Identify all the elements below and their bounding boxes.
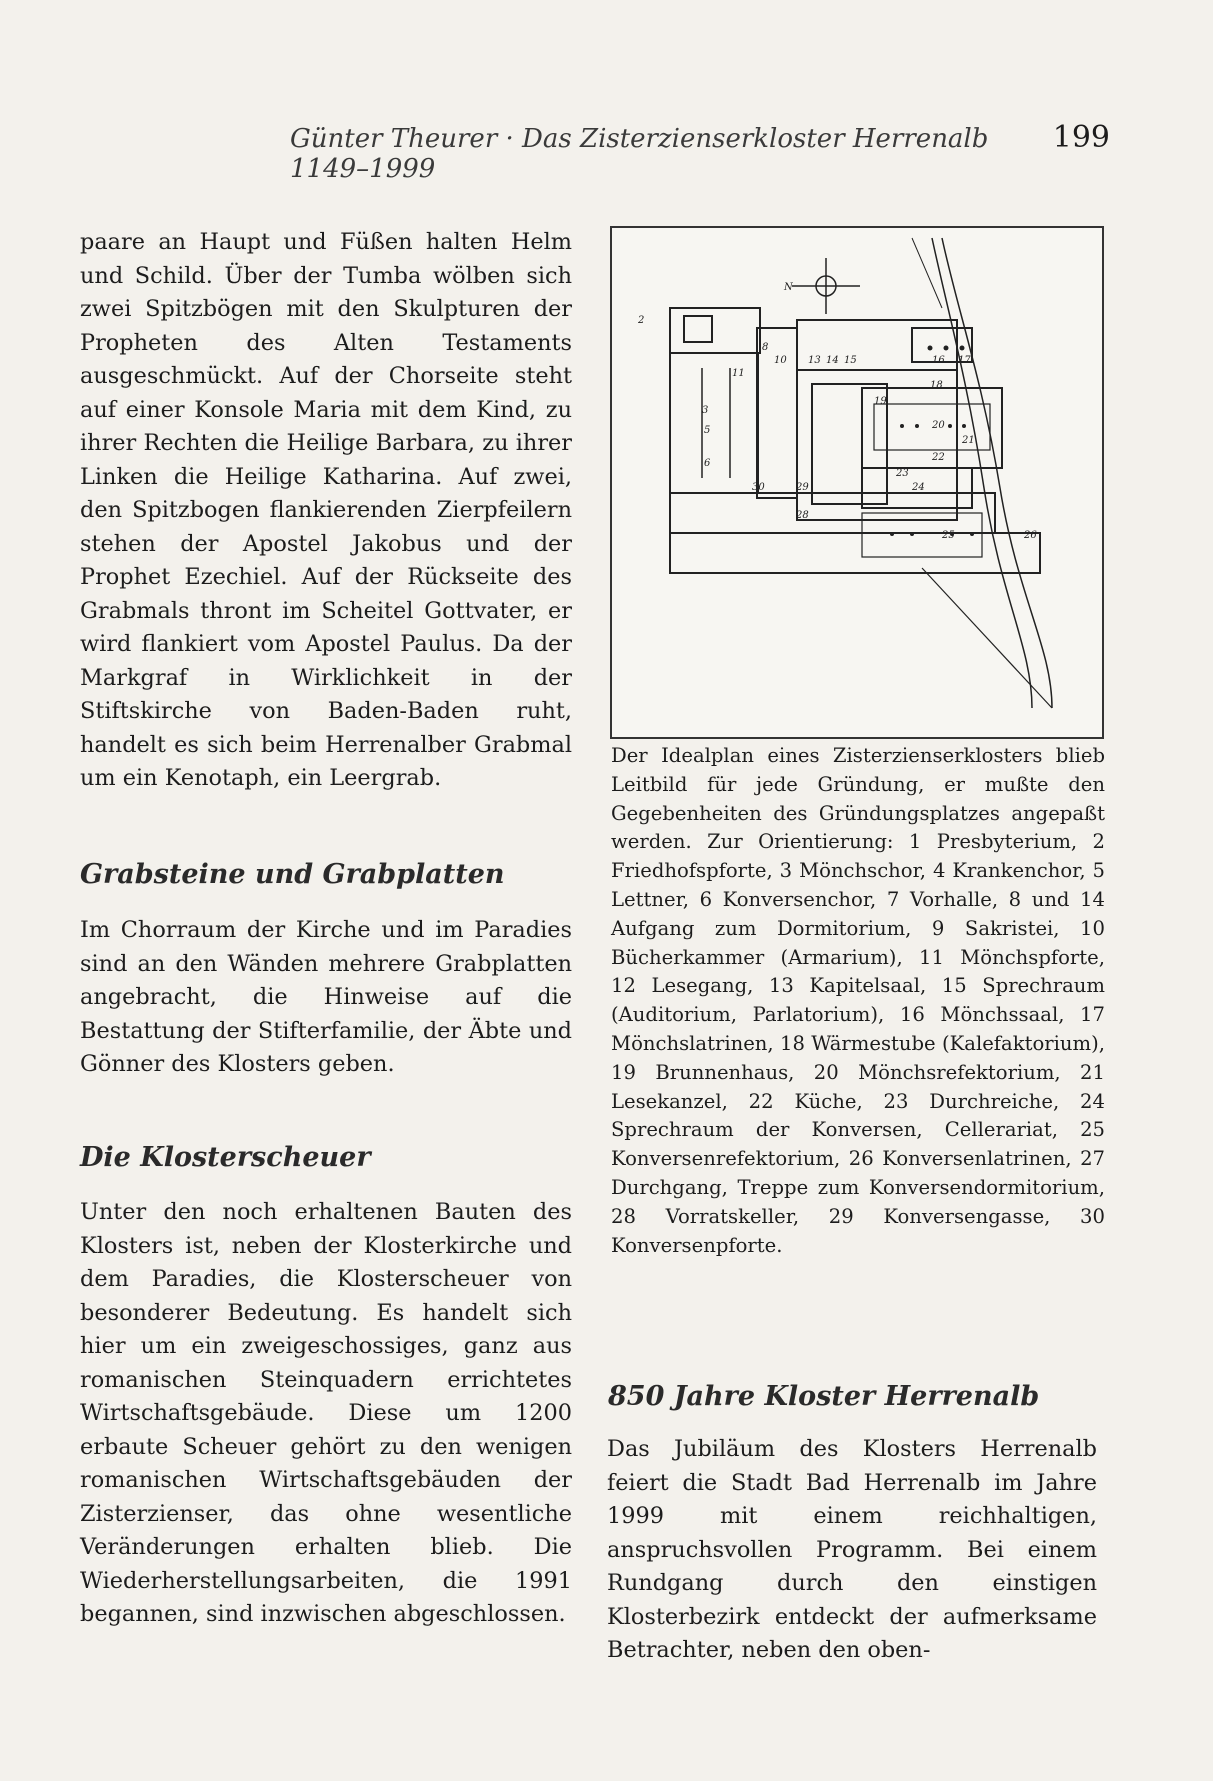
stream-line: [932, 238, 1032, 708]
plan-number: 11: [732, 368, 745, 379]
plan-number: 21: [962, 435, 975, 446]
plan-number: 13: [808, 355, 821, 366]
plan-number: 20: [932, 420, 945, 431]
body-paragraph: Im Chorraum der Kirche und im Paradies sind an den Wänden mehrere Grabplatten angebracht, die Hinweise auf die Bestattung der Stifterfamilie, der Äbte und Gönner des Klosters geben.: [80, 917, 572, 1077]
plan-number: 22: [932, 452, 945, 463]
body-paragraph: Das Jubiläum des Klosters Herrenalb feiert die Stadt Bad Herrenalb im Jahre 1999 mit einem reichhaltigen, anspruchsvollen Programm. Bei einem Rundgang durch den einstigen Klosterbezirk entdeckt der aufmerksame Betrachter, neben den oben-: [607, 1436, 1097, 1663]
plan-number: 16: [932, 355, 945, 366]
body-paragraph: Unter den noch erhaltenen Bauten des Klosters ist, neben der Klosterkirche und dem Paradies, die Klosterscheuer von besonderer Bedeutung. Es handelt sich hier um ein zweigeschossiges, ganz aus romanischen Steinquadern errichtetes Wirtschaftsgebäude. Diese um 1200 erbaute Scheuer gehört zu den wenigen romanischen Wirtschaftsgebäuden der Zisterzienser, das ohne wesentliche Veränderungen erhalten blieb. Die Wiederherstellungsarbeiten, die 1991 begannen, sind inzwischen abgeschlossen.: [80, 1199, 572, 1627]
plan-number: 25: [942, 530, 955, 541]
north-label: N: [784, 282, 793, 293]
stream-line: [942, 238, 1052, 708]
figure-caption: Der Idealplan eines Zisterzienserklosters blieb Leitbild für jede Gründung, er mußte den Gegebenheiten des Gründungsplatzes angepaßt werden. Zur Orientierung: 1 Presbyterium, 2 Friedhofspforte, 3 Mönchschor, 4 Krankenchor, 5 Lettner, 6 Konversenchor, 7 Vorhalle, 8 und 14 Aufgang zum Dormitorium, 9 Sakristei, 10 Bücherkammer (Armarium), 11 Mönchspforte, 12 Lesegang, 13 Kapitelsaal, 15 Sprechraum (Auditorium, Parlatorium), 16 Mönchssaal, 17 Mönchslatrinen, 18 Wärmestube (Kalefaktorium), 19 Brunnenhaus, 20 Mönchsrefektorium, 21 Lesekanzel, 22 Küche, 23 Durchreiche, 24 Sprechraum der Konversen, Cellerariat, 25 Konversenrefektorium, 26 Konversenlatrinen, 27 Durchgang, Treppe zum Konversendormitorium, 28 Vorratskeller, 29 Konversengasse, 30 Konversenpforte.: [611, 744, 1105, 1257]
plan-number: 29: [796, 482, 809, 493]
right-column-block: [607, 1433, 1097, 1668]
plan-number: 6: [704, 458, 711, 469]
section-heading: Grabsteine und Grabplatten: [80, 859, 505, 890]
plan-number: 30: [752, 482, 765, 493]
plan-number: 8: [762, 342, 769, 353]
running-header: [290, 120, 1110, 184]
left-column: [80, 226, 572, 796]
plan-number: 18: [930, 380, 943, 391]
plan-number: 23: [896, 468, 909, 479]
plan-number: 10: [774, 355, 787, 366]
section-heading: 850 Jahre Kloster Herrenalb: [608, 1381, 1040, 1412]
page-number: 199: [1052, 120, 1110, 155]
section-heading: Die Klosterscheuer: [80, 1142, 371, 1173]
plan-number: 15: [844, 355, 857, 366]
plan-number: 2: [638, 315, 645, 326]
plan-number: 28: [796, 510, 809, 521]
running-title: Günter Theurer · Das Zisterzienserkloster Herrenalb 1149–1999: [290, 124, 989, 184]
monastery-plan-drawing: [612, 228, 1102, 737]
plan-number: 24: [912, 482, 925, 493]
body-paragraph: paare an Haupt und Füßen halten Helm und Schild. Über der Tumba wölben sich zwei Spitzbögen mit den Skulpturen der Propheten des Alten Testaments ausgeschmückt. Auf der Chorseite steht auf einer Konsole Maria mit dem Kind, zu ihrer Rechten die Heilige Barbara, zu ihrer Linken die Heilige Katharina. Auf zwei, den Spitzbogen flankierenden Zierpfeilern stehen der Apostel Jakobus und der Prophet Ezechiel. Auf der Rückseite des Grabmals thront im Scheitel Gottvater, er wird flankiert vom Apostel Paulus. Da der Markgraf in Wirklichkeit in der Stiftskirche von Baden-Baden ruht, handelt es sich beim Herrenalber Grabmal um ein Kenotaph, ein Leergrab.: [80, 229, 572, 791]
plan-number: 26: [1024, 530, 1037, 541]
left-column-block-2: [80, 914, 572, 1082]
left-column-block-3: [80, 1196, 572, 1632]
monastery-plan-figure: [610, 226, 1104, 739]
plan-number: 3: [702, 405, 709, 416]
plan-number: 17: [958, 355, 971, 366]
plan-number: 14: [826, 355, 839, 366]
plan-number: 5: [704, 425, 711, 436]
plan-number: 19: [874, 396, 887, 407]
